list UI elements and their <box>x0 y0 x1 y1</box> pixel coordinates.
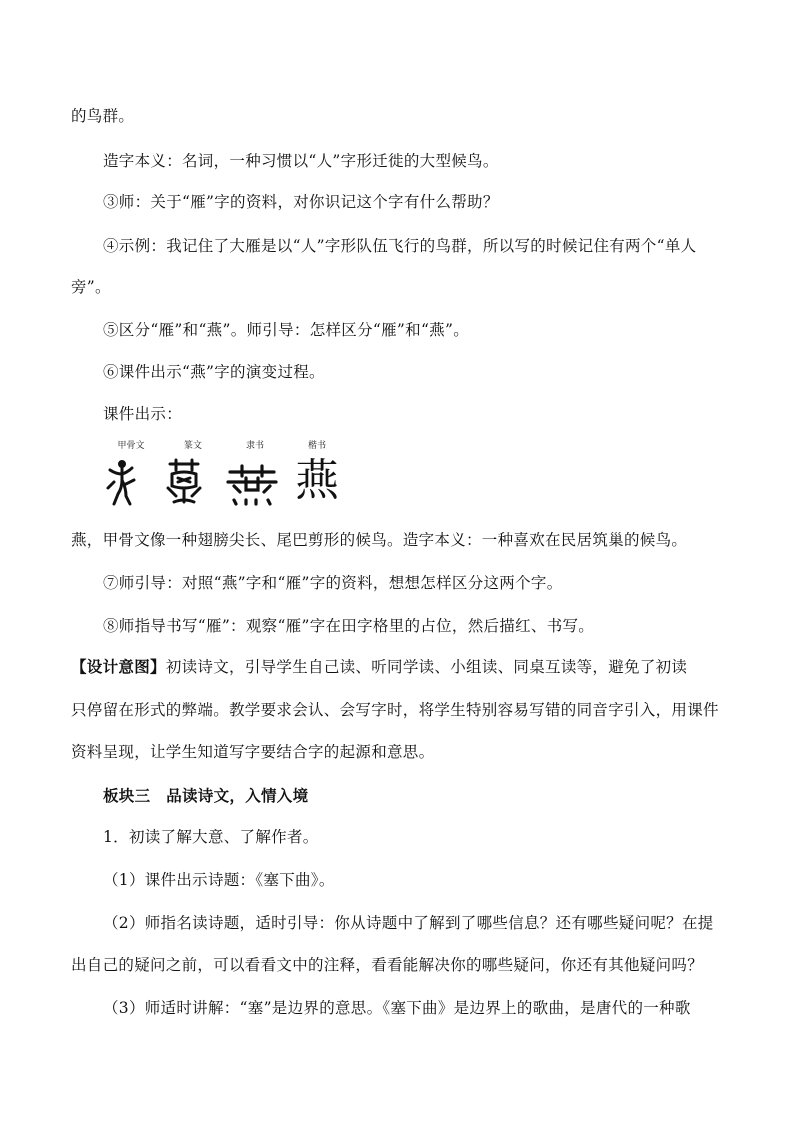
figure-label: 篆文 <box>183 441 202 451</box>
oracle-bone-column <box>100 440 162 516</box>
seal-script-yan-icon <box>162 458 206 508</box>
figure-label: 甲骨文 <box>117 441 145 451</box>
paragraph-line: 造字本义：名词，一种习惯以“人”字形迁徙的大型候鸟。 <box>103 152 499 170</box>
paragraph-line: 资料呈现，让学生知道写字要结合字的起源和意思。 <box>71 743 435 761</box>
list-item: 1．初读了解大意、了解作者。 <box>103 828 319 846</box>
figure-label: 隶书 <box>245 441 264 451</box>
design-intent-text: 初读诗文，引导学生自己读、听同学读、小组读、同桌互读等，避免了初读 <box>165 658 688 676</box>
paragraph-line: 的鸟群。 <box>71 107 135 125</box>
paragraph-line: 只停留在形式的弊端。教学要求会认、会写字时，将学生特别容易写错的同音字引入，用课件 <box>71 701 719 719</box>
regular-script-yan: 燕 <box>295 455 339 506</box>
design-intent-tag: 【设计意图】 <box>71 657 166 676</box>
list-item: （1）课件出示诗题：《塞下曲》。 <box>103 871 335 889</box>
clerical-script-column <box>224 440 286 516</box>
figure-label: 楷书 <box>307 441 326 451</box>
paragraph-line: （3）师适时讲解：“塞”是边界的意思。《塞下曲》是边界上的歌曲，是唐代的一种歌 <box>103 999 691 1017</box>
paragraph-line: 出自己的疑问之前，可以看看文中的注释，看看能解决你的哪些疑问，你还有其他疑问吗？ <box>71 956 704 974</box>
paragraph-line: ⑦师引导：对照“燕”字和“雁”字的资料，想想怎样区分这两个字。 <box>103 574 563 592</box>
regular-script-column <box>286 440 348 516</box>
paragraph-line: ⑥课件出示“燕”字的演变过程。 <box>103 363 325 381</box>
clerical-script-yan-icon <box>224 458 280 508</box>
character-evolution-figure <box>100 440 360 516</box>
section-heading: 板块三 品读诗文，入情入境 <box>103 786 309 805</box>
seal-script-column <box>162 440 224 516</box>
paragraph-line: （2）师指名读诗题，适时引导：你从诗题中了解到了哪些信息？还有哪些疑问呢？在提 <box>103 914 714 932</box>
design-intent-line <box>71 657 731 677</box>
paragraph-line: ⑧师指导书写“雁”：观察“雁”字在田字格里的占位，然后描红、书写。 <box>103 617 595 635</box>
paragraph-line: 燕，甲骨文像一种翅膀尖长、尾巴剪形的候鸟。造字本义：一种喜欢在民居筑巢的候鸟。 <box>71 531 688 549</box>
oracle-bone-yan-icon <box>100 458 140 508</box>
paragraph-line: ④示例：我记住了大雁是以“人”字形队伍飞行的鸟群，所以写的时候记住有两个“单人 <box>103 237 697 255</box>
paragraph-line: ⑤区分“雁”和“燕”。师引导：怎样区分“雁”和“燕”。 <box>103 321 469 339</box>
paragraph-line: 旁”。 <box>71 278 111 296</box>
paragraph-line: ③师：关于“雁”字的资料，对你识记这个字有什么帮助？ <box>103 193 499 211</box>
paragraph-line: 课件出示： <box>103 405 183 423</box>
